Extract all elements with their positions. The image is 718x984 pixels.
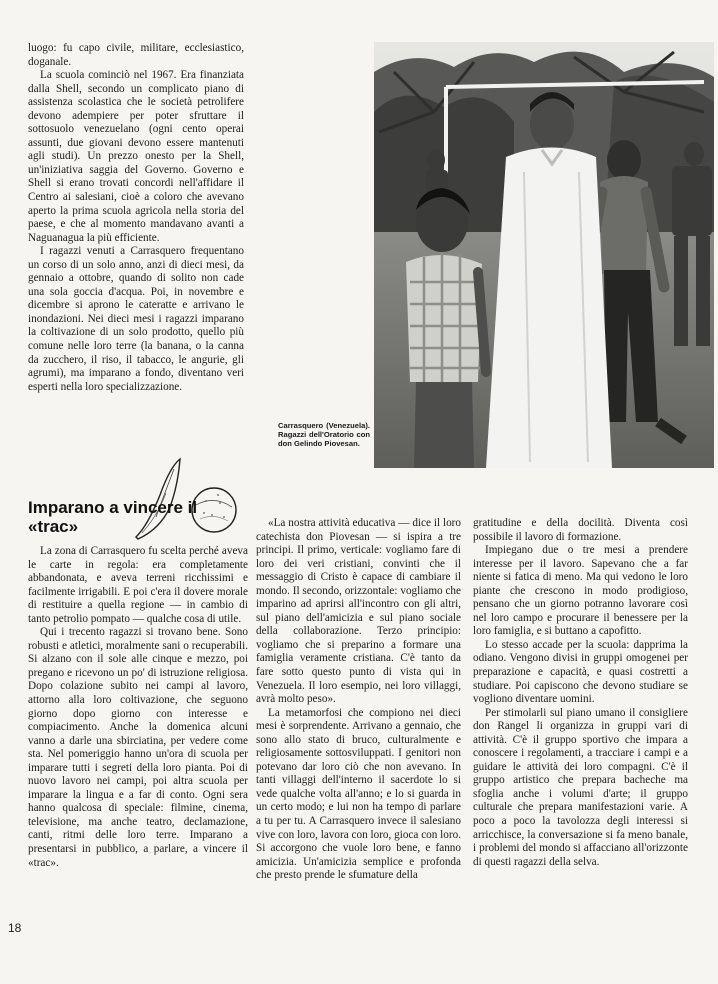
paragraph: Lo stesso accade per la scuola: dapprima la odiano. Vengono divisi in gruppi omogenei per preparazione e capacità, e quasi costretti a studiare. Poi capiscono che devono studiare se vogliono diventare uomini. [473,638,688,706]
paragraph: La zona di Carrasquero fu scelta perché aveva le carte in regola: era completamente abbandonata, e aveva terreni ricchissimi e facilmente irrigabili. E poi c'era il dovere morale di restituire a quella regione — in cambio di tanto petrolio pompato — qualche cosa di utile. [28,545,248,625]
paragraph: Qui i trecento ragazzi si trovano bene. Sono robusti e atletici, moralmente sani o recuperabili. Si alzano con il sole alle cinque e mezzo, poi pregano e ricevono un po' di istruzione religiosa. Dopo colazione subito nei campi al lavoro, attorno alla loro coltivazione, che seguono giorno dopo giorno con interesse e compiacimento. Anche la domenica alcuni vanno a darle una sbirciatina, per vedere come sta. Nel pomeriggio hanno un'ora di scuola per imparare tutti i segreti della loro pianta. Poi di nuovo lavoro nei campi, poi altra scuola per imparare la lingua e a far di conto. Ogni sera hanno qualcosa di speciale: filmine, cinema, televisione, ma anche teatro, declamazione, canti, ritmi delle loro terre. Imparano a presentarsi in pubblico, a parlare, a vincere il «trac». [28,626,248,869]
paragraph: Impiegano due o tre mesi a prendere interesse per il lavoro. Sapevano che a far niente si fatica di meno. Ma qui vedono le loro piante che crescono in modo prodigioso, pensano che un giorno potranno lavorare così nel loro campo e procurare il benessere per la loro famiglia, e si buttano a capofitto. [473,544,688,638]
top-left-column [28,42,244,394]
bottom-right-column [473,517,688,869]
paragraph: La scuola cominciò nel 1967. Era finanziata dalla Shell, secondo un complicato piano di assistenza scolastica che le società petrolifere devono adempiere per poter sfruttare il sottosuolo venezuelano (ogni cento operai assunti, due giovani devono essere mantenuti agli studi). Un prezzo onesto per la Shell, un'iniziativa saggia del Governo. Governo e Shell si erano trovati concordi nell'affidare il Centro ai salesiani, cioè a coloro che avevano aperto la prima scuola agricola nella storia del paese, e che al momento mandavano avanti a Naguanagua la più efficiente. [28,69,244,244]
paragraph: Per stimolarli sul piano umano il consigliere don Rangel li organizza in gruppi vari di attività. C'è il gruppo sportivo che impara a conoscere i regolamenti, a tracciare i campi e a guidare le attività dei loro compagni. C'è il gruppo artistico che prepara bacheche ma sfoglia anche i volumi d'arte; il gruppo culturale che prepara manifestazioni varie. A poco a poco la tavolozza degli interessi si arricchisce, la conversazione si fa meno banale, i problemi del mondo si affacciano all'orizzonte di questi ragazzi della selva. [473,706,688,868]
paragraph: I ragazzi venuti a Carrasquero frequentano un corso di un solo anno, anzi di dieci mesi, da gennaio a ottobre, quando di solito non cade una sola goccia d'acqua. Poi, in novembre e dicembre si aprono le cateratte e arrivano le inondazioni. Nei dieci mesi i ragazzi imparano la coltivazione di un solo prodotto, quello più comune nelle loro terre (la banana, o la canna da zucchero, il riso, il tabacco, le angurie, gli agrumi), ma imparano a fondo, diventano veri esperti nella loro specializzazione. [28,245,244,393]
paragraph: luogo: fu capo civile, militare, ecclesiastico, doganale. [28,42,244,68]
section-heading: Imparano a vincere il «trac» [28,498,198,536]
paragraph: «La nostra attività educativa — dice il loro catechista don Piovesan — si ispira a tre principi. Il primo, verticale: vogliamo fare di loro dei veri cristiani, convinti che il messaggio di Cristo è capace di cambiare il mondo. Il secondo, orizzontale: vogliamo che imparino ad aprirsi all'incontro con gli altri, sul piano dell'amicizia e sul piano sociale della collaborazione. Terzo principio: vogliamo che si preparino a formare una famiglia veramente cristiana. C'è tanto da fare sotto questo punto di vista qui in Venezuela. Il loro esempio, nei loro villaggi, avrà molto peso». [256,517,461,706]
photo-caption: Carrasquero (Venezuela). Ragazzi dell'Oratorio con don Gelindo Piovesan. [278,421,370,449]
paragraph: gratitudine e della docilità. Diventa così possibile il lavoro di formazione. [473,517,688,543]
paragraph: La metamorfosi che compiono nei dieci mesi è sorprendente. Arrivano a gennaio, che sono allo stato di bruco, culturalmente e religiosamente sottosviluppati. I genitori non potevano dar loro ciò che non avevano. In tanti villaggi dell'interno il sacerdote lo si vede qualche volta all'anno; e lo si guarda in un certo modo; e lui non ha tempo di parlare a tu per tu. A Carrasquero invece il salesiano vive con loro, lavora con loro, gioca con loro. Si accorgono che vuole loro bene, e fanno amicizia. Un'amicizia semplice e profonda che presto prende le sfumature della [256,706,461,882]
photo [374,42,714,468]
bottom-middle-column [256,517,461,883]
bottom-left-column [28,545,248,870]
page-number: 18 [8,921,22,935]
